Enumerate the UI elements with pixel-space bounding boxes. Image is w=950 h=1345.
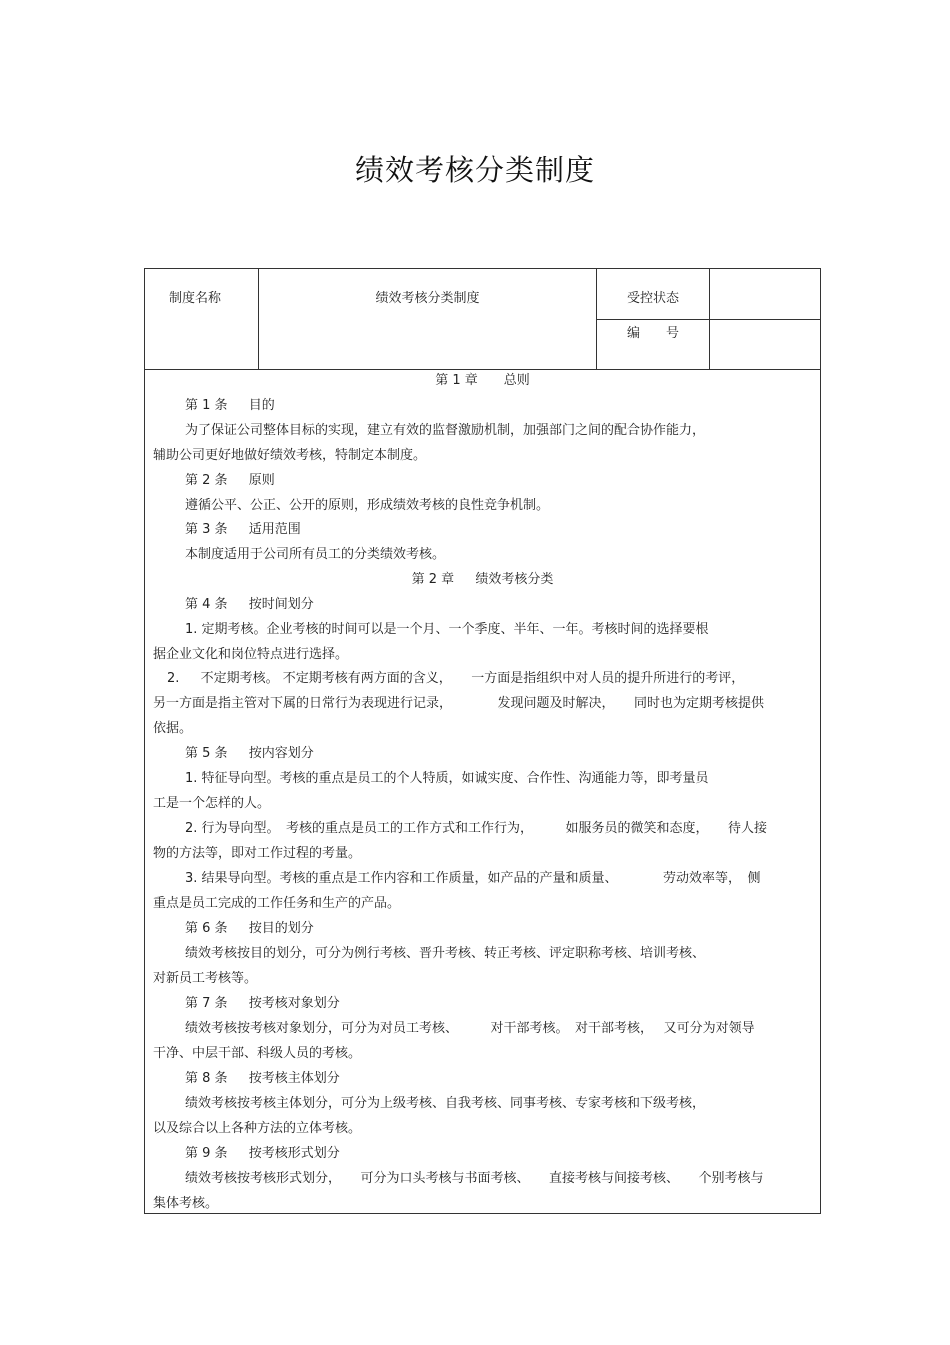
- document-title: 绩效考核分类制度: [354, 153, 595, 187]
- article-heading: 第 6 条 按目的划分: [185, 921, 314, 936]
- paragraph-line: 物的方法等，即对工作过程的考量。: [153, 846, 362, 861]
- divider: [258, 269, 259, 369]
- divider: [596, 319, 821, 320]
- article-heading: 第 2 条 原则: [185, 473, 275, 488]
- article-heading: 第 5 条 按内容划分: [185, 746, 314, 761]
- paragraph-line: 据企业文化和岗位特点进行选择。: [153, 647, 349, 662]
- article-heading: 第 4 条 按时间划分: [185, 597, 314, 612]
- article-heading: 第 8 条 按考核主体划分: [185, 1071, 340, 1086]
- paragraph-line: 2. 行为导向型。 考核的重点是员工的工作方式和工作行为， 如服务员的微笑和态度， 待人接: [185, 821, 768, 836]
- paragraph-line: 绩效考核按考核形式划分， 可分为口头考核与书面考核、 直接考核与间接考核、 个别考核与: [185, 1171, 764, 1186]
- paragraph-line: 绩效考核按考核主体划分，可分为上级考核、自我考核、同事考核、专家考核和下级考核，: [185, 1096, 706, 1111]
- number-label: 编 号: [626, 326, 679, 341]
- paragraph-line: 绩效考核按目的划分，可分为例行考核、晋升考核、转正考核、评定职称考核、培训考核、: [185, 946, 706, 961]
- article-heading: 第 1 条 目的: [185, 398, 275, 413]
- chapter-heading: 第 2 章 绩效考核分类: [411, 572, 554, 587]
- paragraph-line: 本制度适用于公司所有员工的分类绩效考核。: [185, 547, 446, 562]
- policy-name-value: 绩效考核分类制度: [375, 291, 480, 306]
- paragraph-line: 工是一个怎样的人。: [153, 796, 271, 811]
- divider: [145, 369, 820, 370]
- article-heading: 第 7 条 按考核对象划分: [185, 996, 340, 1011]
- paragraph-line: 1. 定期考核。企业考核的时间可以是一个月、一个季度、半年、一年。考核时间的选择要根: [185, 622, 709, 637]
- article-heading: 第 3 条 适用范围: [185, 522, 301, 537]
- control-status-label: 受控状态: [626, 291, 679, 306]
- paragraph-line: 以及综合以上各种方法的立体考核。: [153, 1121, 362, 1136]
- article-heading: 第 9 条 按考核形式划分: [185, 1146, 340, 1161]
- paragraph-line: 干净、中层干部、科级人员的考核。: [153, 1046, 362, 1061]
- paragraph-line: 3. 结果导向型。考核的重点是工作内容和工作质量，如产品的产量和质量、 劳动效率等， 侧: [185, 871, 761, 886]
- policy-table: [144, 268, 821, 1214]
- paragraph-line: 绩效考核按考核对象划分，可分为对员工考核、 对干部考核。 对干部考核， 又可分为对领导: [185, 1021, 755, 1036]
- policy-name-label: 制度名称: [169, 291, 222, 306]
- paragraph-line: 重点是员工完成的工作任务和生产的产品。: [153, 896, 401, 911]
- chapter-heading: 第 1 章 总则: [435, 373, 530, 388]
- paragraph-line: 对新员工考核等。: [153, 971, 258, 986]
- paragraph-line: 1. 特征导向型。考核的重点是员工的个人特质，如诚实度、合作性、沟通能力等，即考量员: [185, 771, 709, 786]
- paragraph-line: 为了保证公司整体目标的实现，建立有效的监督激励机制，加强部门之间的配合协作能力，: [185, 423, 706, 438]
- paragraph-line: 依据。: [153, 721, 193, 736]
- paragraph-line: 2. 不定期考核。 不定期考核有两方面的含义， 一方面是指组织中对人员的提升所进行的考评，: [167, 671, 745, 686]
- paragraph-line: 辅助公司更好地做好绩效考核，特制定本制度。: [153, 448, 427, 463]
- paragraph-line: 另一方面是指主管对下属的日常行为表现进行记录， 发现问题及时解决， 同时也为定期考核提供: [153, 696, 765, 711]
- paragraph-line: 遵循公平、公正、公开的原则，形成绩效考核的良性竞争机制。: [185, 498, 550, 513]
- paragraph-line: 集体考核。: [153, 1196, 219, 1211]
